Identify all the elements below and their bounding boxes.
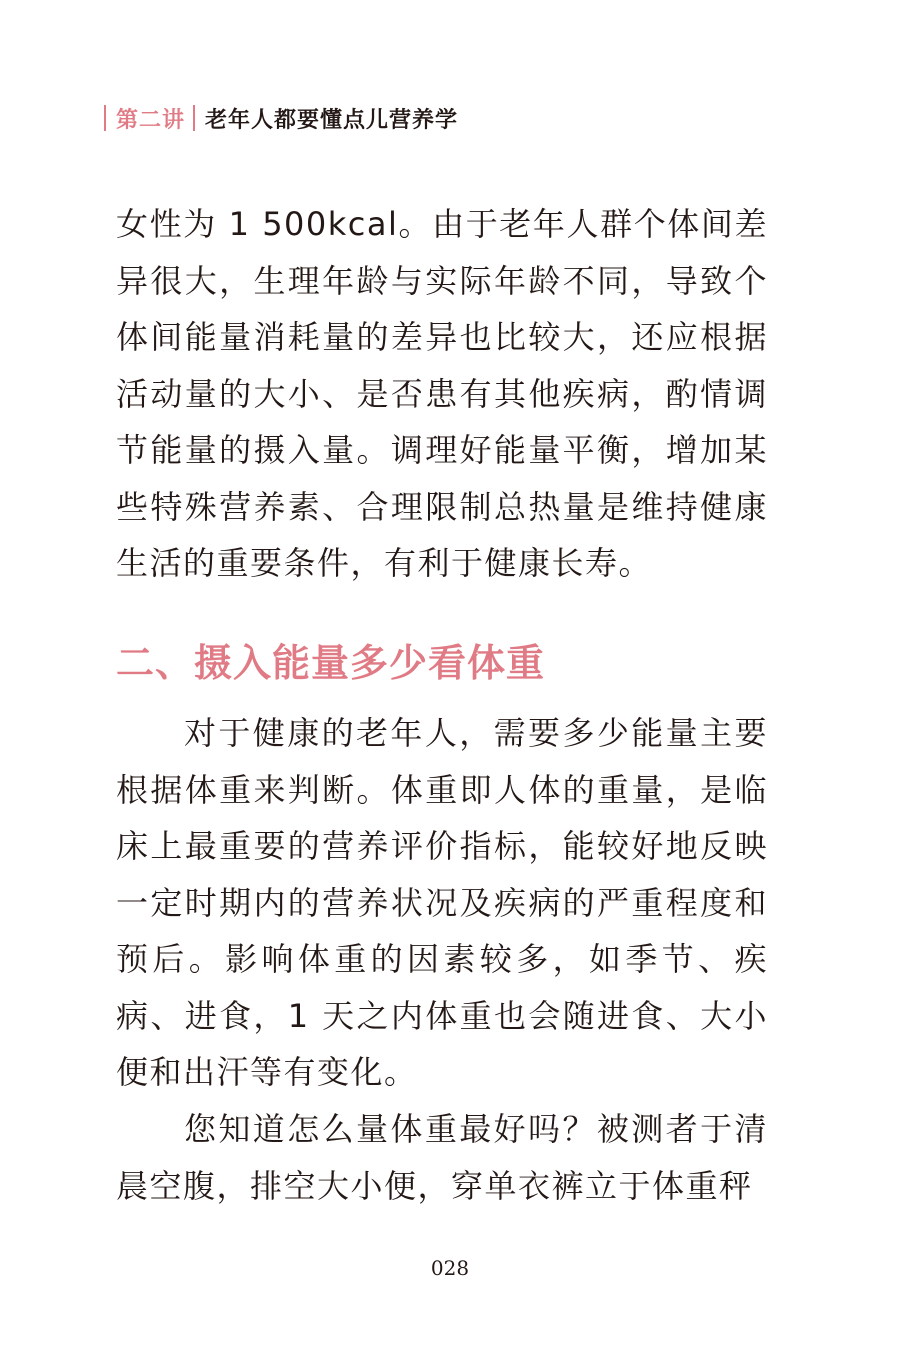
header-divider-left	[104, 105, 106, 131]
paragraph-3: 您知道怎么量体重最好吗？被测者于清晨空腹，排空大小便，穿单衣裤立于体重秤	[116, 1110, 768, 1205]
header-divider-right	[193, 105, 195, 131]
paragraph-1: 女性为 1 500kcal。由于老年人群个体间差异很大，生理年龄与实际年龄不同，导致个体间能量消耗量的差异也比较大，还应根据活动量的大小、是否患有其他疾病，酌情调节能量的摄入量。调理好能量平衡，增加某些特殊营养素、合理限制总热量是维持健康生活的重要条件，有利于健康长寿。	[116, 205, 768, 582]
page-number: 028	[430, 1256, 470, 1280]
chapter-label: 第二讲	[116, 107, 186, 133]
paragraph-2: 对于健康的老年人，需要多少能量主要根据体重来判断。体重即人体的重量，是临床上最重要的营养评价指标，能较好地反映一定时期内的营养状况及疾病的严重程度和预后。影响体重的因素较多，如季节、疾病、进食，1 天之内体重也会随进食、大小便和出汗等有变化。	[116, 714, 768, 1091]
section-heading: 二、摄入能量多少看体重	[116, 641, 546, 685]
chapter-title: 老年人都要懂点儿营养学	[205, 107, 459, 133]
running-header	[104, 100, 458, 136]
